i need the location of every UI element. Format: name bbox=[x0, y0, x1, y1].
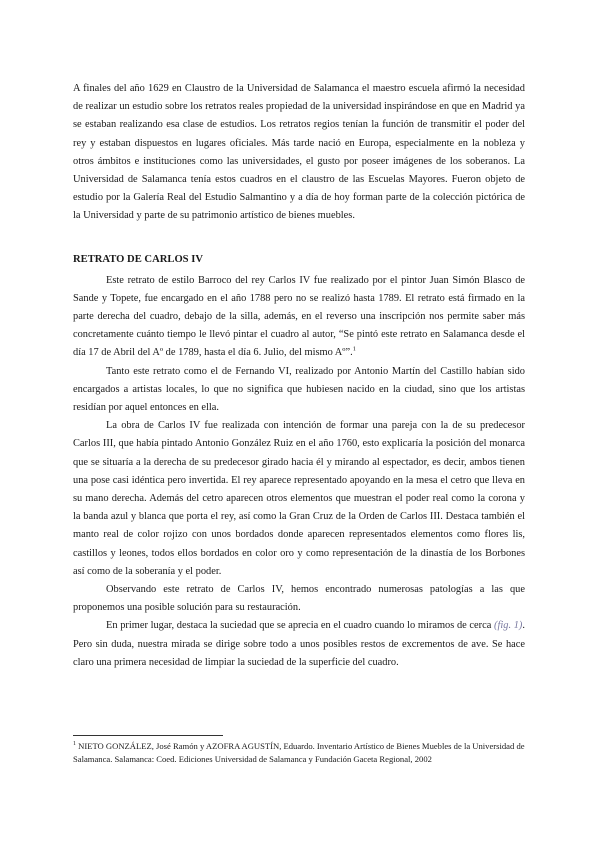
section-heading: RETRATO DE CARLOS IV bbox=[73, 253, 203, 265]
footnote-separator bbox=[73, 735, 223, 736]
paragraph-4: Observando este retrato de Carlos IV, hemos encontrado numerosas patologías a las que proponemos una posible solución para su restauración. bbox=[73, 584, 525, 614]
footnote-text: NIETO GONZÁLEZ, José Ramón y AZOFRA AGUSTÍN, Eduardo. Inventario Artístico de Bienes Muebles de la Universidad de Salamanca. Salamanca: Coed. Ediciones Universidad de Salamanca y Fundación Gaceta Regional, 2002 bbox=[73, 741, 525, 764]
spacer bbox=[73, 226, 525, 251]
footnote bbox=[73, 740, 525, 765]
paragraph-5 bbox=[73, 617, 525, 672]
footnote-reference[interactable]: 1 bbox=[352, 345, 356, 353]
figure-reference-link[interactable]: (fig. 1) bbox=[494, 620, 523, 632]
document-body bbox=[73, 80, 525, 672]
paragraph-5-text-after: . Pero sin duda, nuestra mirada se dirige sobre todo a unos posibles restos de excrementos de ave. Se hace claro una primera necesidad de limpiar la suciedad de la superficie del cuadro. bbox=[73, 620, 525, 668]
paragraph-2: Tanto este retrato como el de Fernando VI, realizado por Antonio Martín del Castillo habían sido encargados a artistas locales, lo que no significa que hubiesen nacido en la ciudad, sino que los artistas residían por aquel entonces en ella. bbox=[73, 365, 525, 414]
paragraph-1 bbox=[73, 272, 525, 363]
footnote-number: 1 bbox=[73, 741, 76, 748]
paragraph-1-text: Este retrato de estilo Barroco del rey Carlos IV fue realizado por el pintor Juan Simón Blasco de Sande y Topete, fue encargado en el año 1788 pero no se realizó hasta 1789. El retrato está firmado en la parte derecha del cuadro, debajo de la silla, además, en el reverso una inscripción nos permite saber más concretamente cuánto tiempo le llevó pintar el cuadro al autor, “Se pintó este retrato en Salamanca desde el día 17 de Abril del Aº de 1789, hasta el día 6. Julio, del mismo Aº”. bbox=[73, 274, 525, 359]
intro-paragraph: A finales del año 1629 en Claustro de la Universidad de Salamanca el maestro escuela afirmó la necesidad de realizar un estudio sobre los retratos reales propiedad de la universidad inspirándose en que en Madrid ya se estaban realizando esa clase de estudios. Los retratos regios tenían la función de transmitir el poder del rey y estaban dispuestos en lugares oficiales. Más tarde nació en Europa, especialmente en la nobleza y otros ámbitos e instituciones como las universidades, el gusto por poseer imágenes de los soberanos. La Universidad de Salamanca tenía estos cuadros en el claustro de las Escuelas Mayores. Fueron objeto de estudio por la Galería Real del Estudio Salmantino y a día de hoy forman parte de la colección pictórica de la Universidad y parte de su patrimonio artístico de bienes muebles. bbox=[73, 83, 525, 222]
paragraph-5-text-before: En primer lugar, destaca la suciedad que se aprecia en el cuadro cuando lo miramos de cerca bbox=[106, 620, 492, 632]
paragraph-3: La obra de Carlos IV fue realizada con intención de formar una pareja con la de su predecesor Carlos III, que había pintado Antonio González Ruiz en el año 1760, esto explicaría la posición del monarca que se situaría a la derecha de su predecesor girado hacia él y mirando al espectador, es decir, ambos tienen una pose casi idéntica pero invertida. El rey aparece representado apoyando en la mesa el cetro que lleva en su mano derecha. Además del cetro aparecen otros elementos que muestran el poder real como la corona y la banda azul y blanca que porta el rey, así como la Gran Cruz de la Orden de Carlos III. Destaca también el manto real de color rojizo con unos bordados donde aparecen representados elementos como flores lis, castillos y leones, todos ellos bordados en color oro y como representación de la dinastía de los Borbones así como de la soberanía y el poder. bbox=[73, 420, 525, 577]
